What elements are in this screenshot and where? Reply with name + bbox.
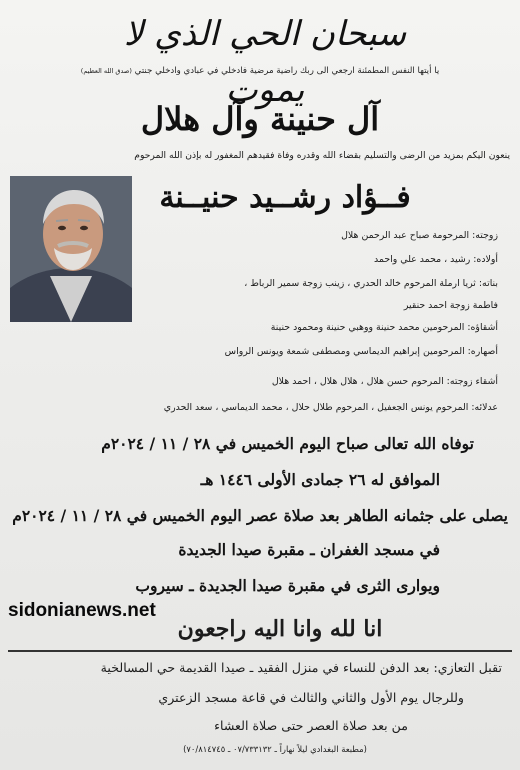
relative-line: بناته: ثريا ارملة المرحوم خالد الحدري ، زينب زوجة سمير الرباط ، bbox=[244, 278, 498, 289]
relative-line: فاطمة زوجة احمد حنقير bbox=[403, 300, 498, 311]
verse-text: يا أيتها النفس المطمئنة ارجعي الى ربك راضية مرضية فادخلي في عبادي وادخلي جنتي bbox=[134, 66, 440, 76]
condolence-line: من بعد صلاة العصر حتى صلاة العشاء bbox=[214, 718, 408, 733]
verse-source: (صدق الله العظيم) bbox=[80, 67, 132, 75]
closing-phrase: انا لله وانا اليه راجعون bbox=[177, 616, 383, 642]
deceased-name: فــؤاد رشــيد حنيــنة bbox=[159, 180, 411, 215]
announcement-line: الموافق له ٢٦ جمادى الأولى ١٤٤٦ هـ bbox=[200, 470, 440, 489]
printer-credit: (مطبعة البغدادي ليلاً نهاراً ـ ٠٧/٧٣٣١٣٢ ـ ٧٠/٨١٤٧٤٥) bbox=[183, 744, 367, 754]
watermark: sidonianews.net bbox=[8, 600, 156, 621]
deceased-photo bbox=[10, 176, 132, 322]
relative-line: أصهاره: المرحومين إبراهيم الديماسي ومصطفى شمعة ويونس الرواس bbox=[224, 346, 498, 357]
quran-verse bbox=[4, 66, 516, 76]
relative-line: عدلائه: المرحوم يونس الجعفيل ، المرحوم طلال حلال ، محمد الديماسي ، سعد الحدري bbox=[163, 402, 498, 413]
divider bbox=[8, 650, 512, 652]
family-names: آل حنينة وآل هلال bbox=[140, 100, 380, 138]
intro-text: ينعون اليكم بمزيد من الرضى والتسليم بقضاء الله وقدره وفاة فقيدهم المغفور له بإذن الله المرحوم bbox=[134, 150, 510, 161]
condolence-line: وللرجال يوم الأول والثاني والثالث في قاعة مسجد الزعتري bbox=[158, 690, 464, 705]
relative-line: زوجته: المرحومة صباح عبد الرحمن هلال bbox=[341, 230, 498, 241]
announcement-line: يصلى على جثمانه الطاهر بعد صلاة عصر اليوم الخميس في ٢٨ / ١١ / ٢٠٢٤م bbox=[12, 506, 508, 525]
condolence-line: تقبل التعازي: بعد الدفن للنساء في منزل الفقيد ـ صيدا القديمة حي المسالخية bbox=[100, 660, 502, 675]
announcement-line: في مسجد الغفران ـ مقبرة صيدا الجديدة bbox=[178, 540, 440, 559]
announcement-line: ويوارى الثرى في مقبرة صيدا الجديدة ـ سيروب bbox=[135, 576, 440, 595]
relative-line: أشقاؤه: المرحومين محمد حنينة ووهبي حنينة ومحمود حنينة bbox=[270, 322, 498, 333]
portrait-illustration bbox=[10, 176, 132, 322]
relative-line: أشقاء زوجته: المرحوم حسن هلال ، هلال هلال ، احمد هلال bbox=[271, 376, 498, 387]
calligraphy-header: سبحان الحي الذي لا يموت bbox=[123, 14, 407, 110]
relative-line: أولاده: رشيد ، محمد علي واحمد bbox=[374, 254, 498, 265]
announcement-line: توفاه الله تعالى صباح اليوم الخميس في ٢٨ / ١١ / ٢٠٢٤م bbox=[101, 434, 474, 453]
